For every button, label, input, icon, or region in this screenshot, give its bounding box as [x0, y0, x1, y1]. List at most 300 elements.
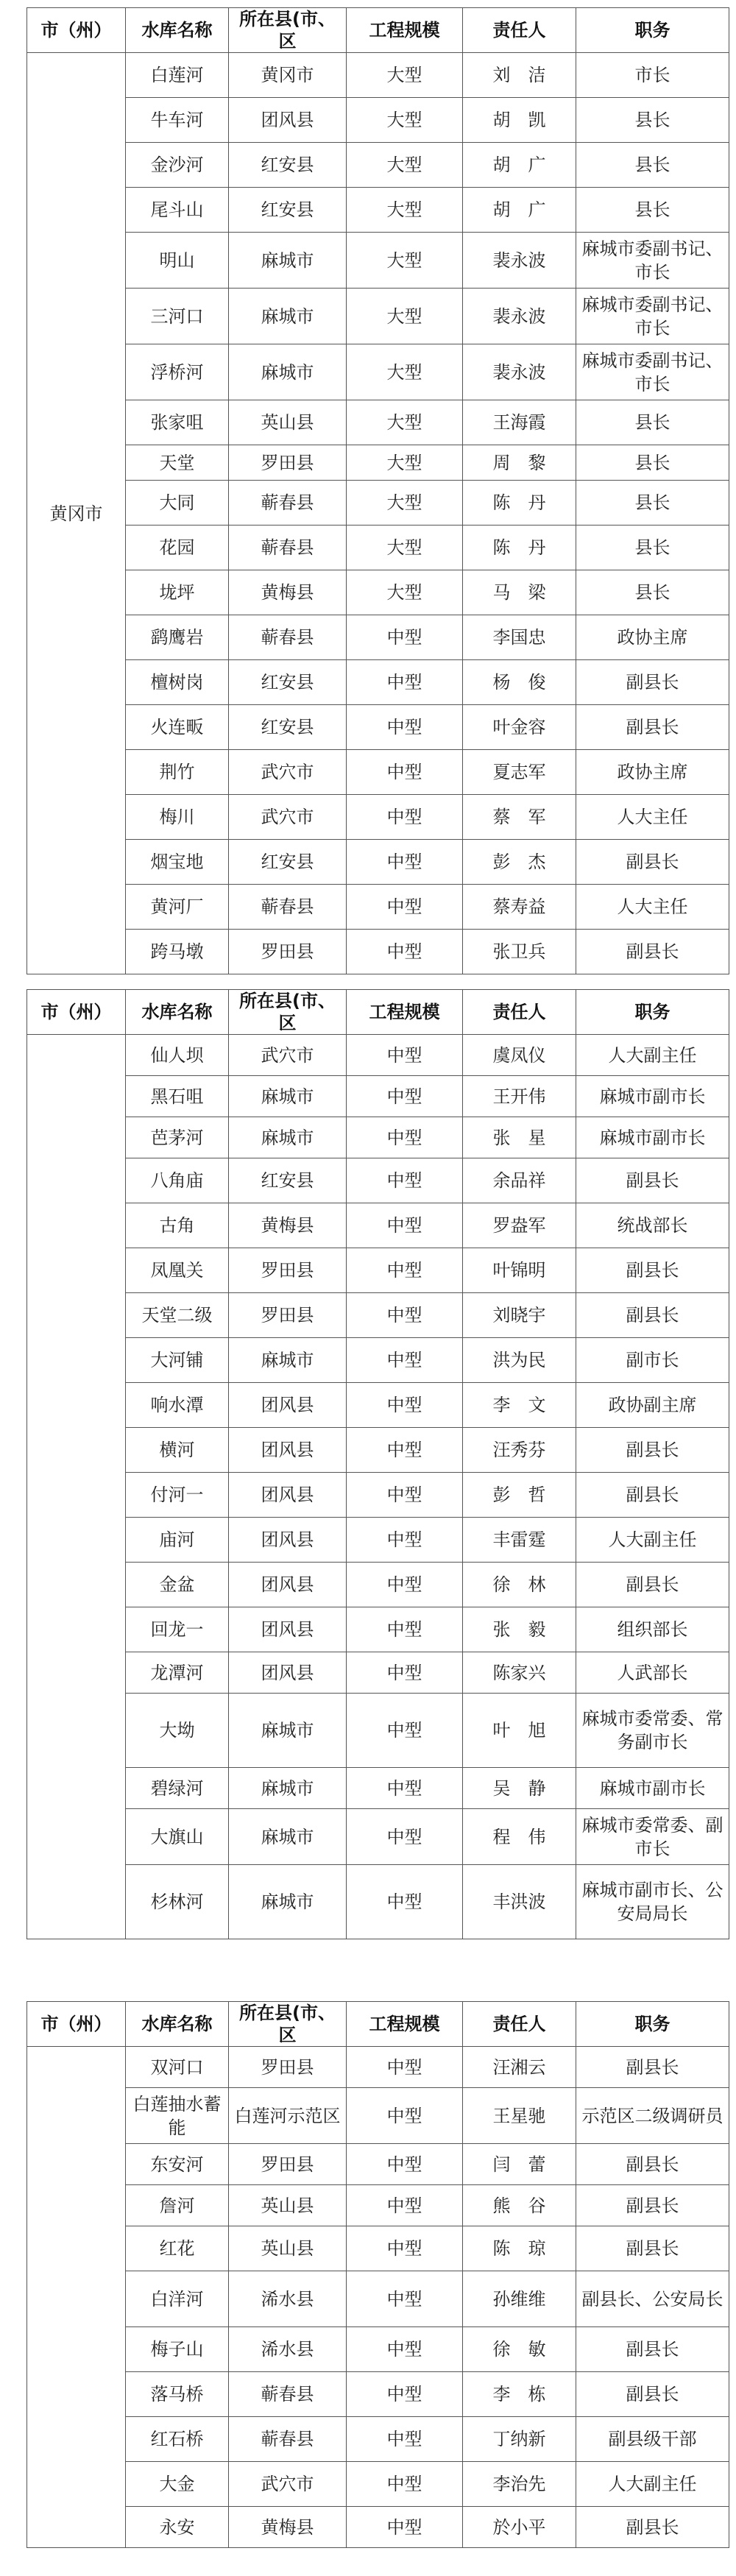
title-cell: 副县长 — [576, 840, 729, 885]
table-row — [27, 526, 729, 570]
title-cell: 县长 — [576, 400, 729, 445]
scale-cell: 中型 — [347, 615, 463, 660]
person-cell: 叶锦明 — [463, 1248, 576, 1293]
county-cell: 麻城市 — [229, 1338, 347, 1383]
county-cell: 红安县 — [229, 1158, 347, 1203]
county-cell: 红安县 — [229, 143, 347, 188]
reservoir-table-3 — [26, 2001, 729, 2548]
person-cell: 余品祥 — [463, 1158, 576, 1203]
scale-cell: 中型 — [347, 1035, 463, 1076]
county-cell: 红安县 — [229, 660, 347, 705]
header-person: 责任人 — [463, 8, 576, 53]
county-cell: 团风县 — [229, 1607, 347, 1652]
person-cell: 胡 凯 — [463, 98, 576, 143]
table-row — [27, 2226, 729, 2271]
header-title: 职务 — [576, 2002, 729, 2047]
title-cell: 副县长、公安局长 — [576, 2271, 729, 2327]
title-cell: 县长 — [576, 570, 729, 615]
city-cell — [27, 2047, 126, 2548]
reservoir-name-cell: 詹河 — [126, 2185, 229, 2226]
scale-cell: 大型 — [347, 400, 463, 445]
reservoir-name-cell: 回龙一 — [126, 1607, 229, 1652]
person-cell: 陈 琼 — [463, 2226, 576, 2271]
reservoir-name-cell: 凤凰关 — [126, 1248, 229, 1293]
title-cell: 组织部长 — [576, 1607, 729, 1652]
header-county: 所在县(市、区 — [229, 8, 347, 53]
scale-cell: 中型 — [347, 795, 463, 840]
table-row — [27, 1248, 729, 1293]
person-cell: 刘晓宇 — [463, 1293, 576, 1338]
scale-cell: 中型 — [347, 660, 463, 705]
title-cell: 县长 — [576, 481, 729, 526]
reservoir-name-cell: 响水潭 — [126, 1383, 229, 1428]
table-row — [27, 481, 729, 526]
scale-cell: 中型 — [347, 1473, 463, 1518]
person-cell: 孙维维 — [463, 2271, 576, 2327]
scale-cell: 中型 — [347, 2417, 463, 2462]
title-cell: 副市长 — [576, 1338, 729, 1383]
reservoir-name-cell: 庙河 — [126, 1518, 229, 1563]
reservoir-name-cell: 跨马墩 — [126, 930, 229, 974]
county-cell: 麻城市 — [229, 1809, 347, 1865]
table-row — [27, 344, 729, 400]
title-cell: 人大副主任 — [576, 2462, 729, 2507]
table-row — [27, 1809, 729, 1865]
scale-cell: 大型 — [347, 526, 463, 570]
county-cell: 武穴市 — [229, 750, 347, 795]
reservoir-name-cell: 红石桥 — [126, 2417, 229, 2462]
scale-cell: 中型 — [347, 1865, 463, 1939]
scale-cell: 大型 — [347, 143, 463, 188]
table-row — [27, 1473, 729, 1518]
person-cell: 裴永波 — [463, 233, 576, 289]
person-cell: 程 伟 — [463, 1809, 576, 1865]
title-cell: 市长 — [576, 53, 729, 98]
reservoir-name-cell: 芭茅河 — [126, 1117, 229, 1158]
county-cell: 团风县 — [229, 98, 347, 143]
title-cell: 副县长 — [576, 1248, 729, 1293]
county-cell: 黄冈市 — [229, 53, 347, 98]
reservoir-name-cell: 八角庙 — [126, 1158, 229, 1203]
scale-cell: 中型 — [347, 1768, 463, 1809]
person-cell: 虞凤仪 — [463, 1035, 576, 1076]
table-row — [27, 1518, 729, 1563]
person-cell: 夏志军 — [463, 750, 576, 795]
person-cell: 吴 静 — [463, 1768, 576, 1809]
reservoir-name-cell: 金沙河 — [126, 143, 229, 188]
scale-cell: 大型 — [347, 570, 463, 615]
title-cell: 人武部长 — [576, 1652, 729, 1694]
table-row — [27, 445, 729, 481]
county-cell: 黄梅县 — [229, 1203, 347, 1248]
county-cell: 罗田县 — [229, 2047, 347, 2088]
header-county: 所在县(市、区 — [229, 2002, 347, 2047]
title-cell: 政协主席 — [576, 750, 729, 795]
county-cell: 浠水县 — [229, 2271, 347, 2327]
header-scale: 工程规模 — [347, 8, 463, 53]
reservoir-name-cell: 鹞鹰岩 — [126, 615, 229, 660]
scale-cell: 中型 — [347, 1338, 463, 1383]
scale-cell: 中型 — [347, 885, 463, 930]
table-row — [27, 2327, 729, 2372]
table-row — [27, 1117, 729, 1158]
county-cell: 浠水县 — [229, 2327, 347, 2372]
county-cell: 蕲春县 — [229, 885, 347, 930]
scale-cell: 大型 — [347, 188, 463, 233]
scale-cell: 中型 — [347, 2185, 463, 2226]
header-person: 责任人 — [463, 2002, 576, 2047]
reservoir-name-cell: 杉林河 — [126, 1865, 229, 1939]
person-cell: 李 文 — [463, 1383, 576, 1428]
reservoir-name-cell: 碧绿河 — [126, 1768, 229, 1809]
table-row — [27, 2417, 729, 2462]
reservoir-name-cell: 张家咀 — [126, 400, 229, 445]
title-cell: 示范区二级调研员 — [576, 2088, 729, 2144]
person-cell: 彭 杰 — [463, 840, 576, 885]
scale-cell: 中型 — [347, 1248, 463, 1293]
county-cell: 武穴市 — [229, 2462, 347, 2507]
table-row — [27, 98, 729, 143]
title-cell: 麻城市副市长、公安局局长 — [576, 1865, 729, 1939]
reservoir-name-cell: 大金 — [126, 2462, 229, 2507]
reservoir-name-cell: 牛车河 — [126, 98, 229, 143]
table-row — [27, 930, 729, 974]
county-cell: 团风县 — [229, 1652, 347, 1694]
county-cell: 罗田县 — [229, 2144, 347, 2185]
county-cell: 英山县 — [229, 2226, 347, 2271]
scale-cell: 中型 — [347, 705, 463, 750]
reservoir-name-cell: 荆竹 — [126, 750, 229, 795]
scale-cell: 中型 — [347, 1563, 463, 1607]
title-cell: 副县长 — [576, 2372, 729, 2417]
reservoir-name-cell: 天堂二级 — [126, 1293, 229, 1338]
city-cell: 黄冈市 — [27, 53, 126, 974]
scale-cell: 大型 — [347, 289, 463, 344]
person-cell: 熊 谷 — [463, 2185, 576, 2226]
scale-cell: 中型 — [347, 2047, 463, 2088]
table-row — [27, 1694, 729, 1768]
scale-cell: 中型 — [347, 1076, 463, 1117]
table-row — [27, 143, 729, 188]
person-cell: 汪秀芬 — [463, 1428, 576, 1473]
county-cell: 麻城市 — [229, 1768, 347, 1809]
scale-cell: 中型 — [347, 930, 463, 974]
reservoir-name-cell: 火连畈 — [126, 705, 229, 750]
table-row — [27, 2372, 729, 2417]
reservoir-name-cell: 天堂 — [126, 445, 229, 481]
scale-cell: 中型 — [347, 1694, 463, 1768]
scale-cell: 中型 — [347, 1293, 463, 1338]
header-city: 市（州） — [27, 8, 126, 53]
scale-cell: 中型 — [347, 1117, 463, 1158]
person-cell: 张 星 — [463, 1117, 576, 1158]
title-cell: 麻城市委常委、常务副市长 — [576, 1694, 729, 1768]
title-cell: 政协主席 — [576, 615, 729, 660]
title-cell: 副县长 — [576, 1473, 729, 1518]
scale-cell: 大型 — [347, 53, 463, 98]
scale-cell: 中型 — [347, 2372, 463, 2417]
city-cell — [27, 1035, 126, 1939]
title-cell: 麻城市委副书记、市长 — [576, 233, 729, 289]
reservoir-name-cell: 大同 — [126, 481, 229, 526]
title-cell: 麻城市副市长 — [576, 1117, 729, 1158]
table-row — [27, 2462, 729, 2507]
county-cell: 罗田县 — [229, 930, 347, 974]
table-row — [27, 1035, 729, 1076]
county-cell: 英山县 — [229, 400, 347, 445]
scale-cell: 大型 — [347, 445, 463, 481]
county-cell: 蕲春县 — [229, 2372, 347, 2417]
person-cell: 张 毅 — [463, 1607, 576, 1652]
scale-cell: 大型 — [347, 481, 463, 526]
table-row — [27, 1338, 729, 1383]
title-cell: 人大副主任 — [576, 1035, 729, 1076]
table-row — [27, 570, 729, 615]
county-cell: 蕲春县 — [229, 526, 347, 570]
person-cell: 徐 林 — [463, 1563, 576, 1607]
header-county: 所在县(市、区 — [229, 990, 347, 1035]
person-cell: 蔡 军 — [463, 795, 576, 840]
table-row — [27, 1768, 729, 1809]
person-cell: 李治先 — [463, 2462, 576, 2507]
scale-cell: 中型 — [347, 1809, 463, 1865]
table-row — [27, 400, 729, 445]
county-cell: 罗田县 — [229, 1293, 347, 1338]
title-cell: 副县长 — [576, 2047, 729, 2088]
scale-cell: 中型 — [347, 2327, 463, 2372]
title-cell: 副县长 — [576, 2185, 729, 2226]
county-cell: 团风县 — [229, 1563, 347, 1607]
person-cell: 王开伟 — [463, 1076, 576, 1117]
table-row — [27, 2047, 729, 2088]
table-row — [27, 885, 729, 930]
table-row — [27, 1652, 729, 1694]
table-row — [27, 1563, 729, 1607]
title-cell: 副县长 — [576, 2327, 729, 2372]
table-row — [27, 2144, 729, 2185]
scale-cell: 中型 — [347, 2088, 463, 2144]
table-row — [27, 2088, 729, 2144]
scale-cell: 大型 — [347, 344, 463, 400]
header-row — [27, 8, 729, 53]
table-row — [27, 1383, 729, 1428]
person-cell: 丰洪波 — [463, 1865, 576, 1939]
scale-cell: 中型 — [347, 2226, 463, 2271]
county-cell: 黄梅县 — [229, 2507, 347, 2548]
reservoir-name-cell: 明山 — [126, 233, 229, 289]
county-cell: 蕲春县 — [229, 615, 347, 660]
header-scale: 工程规模 — [347, 990, 463, 1035]
header-title: 职务 — [576, 8, 729, 53]
title-cell: 副县长 — [576, 705, 729, 750]
reservoir-name-cell: 花园 — [126, 526, 229, 570]
title-cell: 副县级干部 — [576, 2417, 729, 2462]
scale-cell: 中型 — [347, 2271, 463, 2327]
table-row — [27, 1428, 729, 1473]
title-cell: 副县长 — [576, 2226, 729, 2271]
county-cell: 麻城市 — [229, 1117, 347, 1158]
title-cell: 副县长 — [576, 1563, 729, 1607]
scale-cell: 中型 — [347, 2144, 463, 2185]
person-cell: 马 梁 — [463, 570, 576, 615]
person-cell: 闫 蕾 — [463, 2144, 576, 2185]
person-cell: 陈 丹 — [463, 526, 576, 570]
person-cell: 丰雷霆 — [463, 1518, 576, 1563]
person-cell: 於小平 — [463, 2507, 576, 2548]
person-cell: 罗盎军 — [463, 1203, 576, 1248]
county-cell: 蕲春县 — [229, 2417, 347, 2462]
county-cell: 红安县 — [229, 840, 347, 885]
county-cell: 团风县 — [229, 1428, 347, 1473]
person-cell: 汪湘云 — [463, 2047, 576, 2088]
title-cell: 县长 — [576, 98, 729, 143]
person-cell: 王星驰 — [463, 2088, 576, 2144]
person-cell: 王海霞 — [463, 400, 576, 445]
county-cell: 罗田县 — [229, 445, 347, 481]
reservoir-name-cell: 梅川 — [126, 795, 229, 840]
county-cell: 麻城市 — [229, 1865, 347, 1939]
scale-cell: 大型 — [347, 98, 463, 143]
title-cell: 统战部长 — [576, 1203, 729, 1248]
county-cell: 团风县 — [229, 1383, 347, 1428]
table-row — [27, 615, 729, 660]
reservoir-name-cell: 尾斗山 — [126, 188, 229, 233]
person-cell: 胡 广 — [463, 188, 576, 233]
reservoir-name-cell: 付河一 — [126, 1473, 229, 1518]
reservoir-name-cell: 龙潭河 — [126, 1652, 229, 1694]
county-cell: 红安县 — [229, 705, 347, 750]
title-cell: 副县长 — [576, 1293, 729, 1338]
header-reservoir: 水库名称 — [126, 8, 229, 53]
scale-cell: 中型 — [347, 1158, 463, 1203]
reservoir-name-cell: 白莲抽水蓄能 — [126, 2088, 229, 2144]
header-city: 市（州） — [27, 2002, 126, 2047]
scale-cell: 中型 — [347, 750, 463, 795]
table-row — [27, 233, 729, 289]
title-cell: 麻城市委副书记、市长 — [576, 344, 729, 400]
table-row — [27, 53, 729, 98]
county-cell: 麻城市 — [229, 344, 347, 400]
title-cell: 县长 — [576, 526, 729, 570]
reservoir-name-cell: 落马桥 — [126, 2372, 229, 2417]
reservoir-name-cell: 永安 — [126, 2507, 229, 2548]
title-cell: 人大副主任 — [576, 1518, 729, 1563]
title-cell: 麻城市副市长 — [576, 1768, 729, 1809]
table-row — [27, 2507, 729, 2548]
person-cell: 叶 旭 — [463, 1694, 576, 1768]
title-cell: 县长 — [576, 143, 729, 188]
reservoir-name-cell: 红花 — [126, 2226, 229, 2271]
county-cell: 罗田县 — [229, 1248, 347, 1293]
person-cell: 蔡寿益 — [463, 885, 576, 930]
person-cell: 裴永波 — [463, 344, 576, 400]
header-reservoir: 水库名称 — [126, 2002, 229, 2047]
title-cell: 人大主任 — [576, 795, 729, 840]
reservoir-name-cell: 大坳 — [126, 1694, 229, 1768]
reservoir-name-cell: 浮桥河 — [126, 344, 229, 400]
reservoir-name-cell: 白洋河 — [126, 2271, 229, 2327]
scale-cell: 中型 — [347, 1428, 463, 1473]
table-row — [27, 660, 729, 705]
county-cell: 麻城市 — [229, 233, 347, 289]
reservoir-name-cell: 檀树岗 — [126, 660, 229, 705]
title-cell: 人大主任 — [576, 885, 729, 930]
table-row — [27, 795, 729, 840]
scale-cell: 中型 — [347, 1607, 463, 1652]
title-cell: 麻城市副市长 — [576, 1076, 729, 1117]
title-cell: 副县长 — [576, 930, 729, 974]
header-title: 职务 — [576, 990, 729, 1035]
reservoir-name-cell: 横河 — [126, 1428, 229, 1473]
person-cell: 李国忠 — [463, 615, 576, 660]
county-cell: 麻城市 — [229, 1694, 347, 1768]
table-row — [27, 1865, 729, 1939]
scale-cell: 中型 — [347, 1383, 463, 1428]
reservoir-table-1 — [26, 7, 729, 974]
scale-cell: 中型 — [347, 840, 463, 885]
person-cell: 李 栋 — [463, 2372, 576, 2417]
title-cell: 县长 — [576, 188, 729, 233]
header-person: 责任人 — [463, 990, 576, 1035]
scale-cell: 中型 — [347, 2507, 463, 2548]
person-cell: 杨 俊 — [463, 660, 576, 705]
table-row — [27, 705, 729, 750]
table-row — [27, 1158, 729, 1203]
county-cell: 黄梅县 — [229, 570, 347, 615]
person-cell: 陈 丹 — [463, 481, 576, 526]
table-row — [27, 2185, 729, 2226]
reservoir-name-cell: 双河口 — [126, 2047, 229, 2088]
table-row — [27, 1076, 729, 1117]
scale-cell: 中型 — [347, 2462, 463, 2507]
header-row — [27, 2002, 729, 2047]
table-row — [27, 188, 729, 233]
county-cell: 武穴市 — [229, 1035, 347, 1076]
title-cell: 麻城市委副书记、市长 — [576, 289, 729, 344]
county-cell: 英山县 — [229, 2185, 347, 2226]
scale-cell: 中型 — [347, 1518, 463, 1563]
reservoir-name-cell: 金盆 — [126, 1563, 229, 1607]
reservoir-name-cell: 大河铺 — [126, 1338, 229, 1383]
table-row — [27, 1203, 729, 1248]
reservoir-name-cell: 大旗山 — [126, 1809, 229, 1865]
person-cell: 胡 广 — [463, 143, 576, 188]
reservoir-name-cell: 东安河 — [126, 2144, 229, 2185]
county-cell: 蕲春县 — [229, 481, 347, 526]
reservoir-name-cell: 梅子山 — [126, 2327, 229, 2372]
person-cell: 彭 哲 — [463, 1473, 576, 1518]
table-row — [27, 1293, 729, 1338]
title-cell: 政协副主席 — [576, 1383, 729, 1428]
table-row — [27, 840, 729, 885]
scale-cell: 中型 — [347, 1652, 463, 1694]
table-row — [27, 289, 729, 344]
person-cell: 裴永波 — [463, 289, 576, 344]
header-row — [27, 990, 729, 1035]
title-cell: 副县长 — [576, 1158, 729, 1203]
reservoir-name-cell: 三河口 — [126, 289, 229, 344]
table-row — [27, 2271, 729, 2327]
reservoir-name-cell: 白莲河 — [126, 53, 229, 98]
header-city: 市（州） — [27, 990, 126, 1035]
county-cell: 团风县 — [229, 1473, 347, 1518]
person-cell: 丁纳新 — [463, 2417, 576, 2462]
scale-cell: 中型 — [347, 1203, 463, 1248]
person-cell: 陈家兴 — [463, 1652, 576, 1694]
header-scale: 工程规模 — [347, 2002, 463, 2047]
person-cell: 张卫兵 — [463, 930, 576, 974]
person-cell: 周 黎 — [463, 445, 576, 481]
